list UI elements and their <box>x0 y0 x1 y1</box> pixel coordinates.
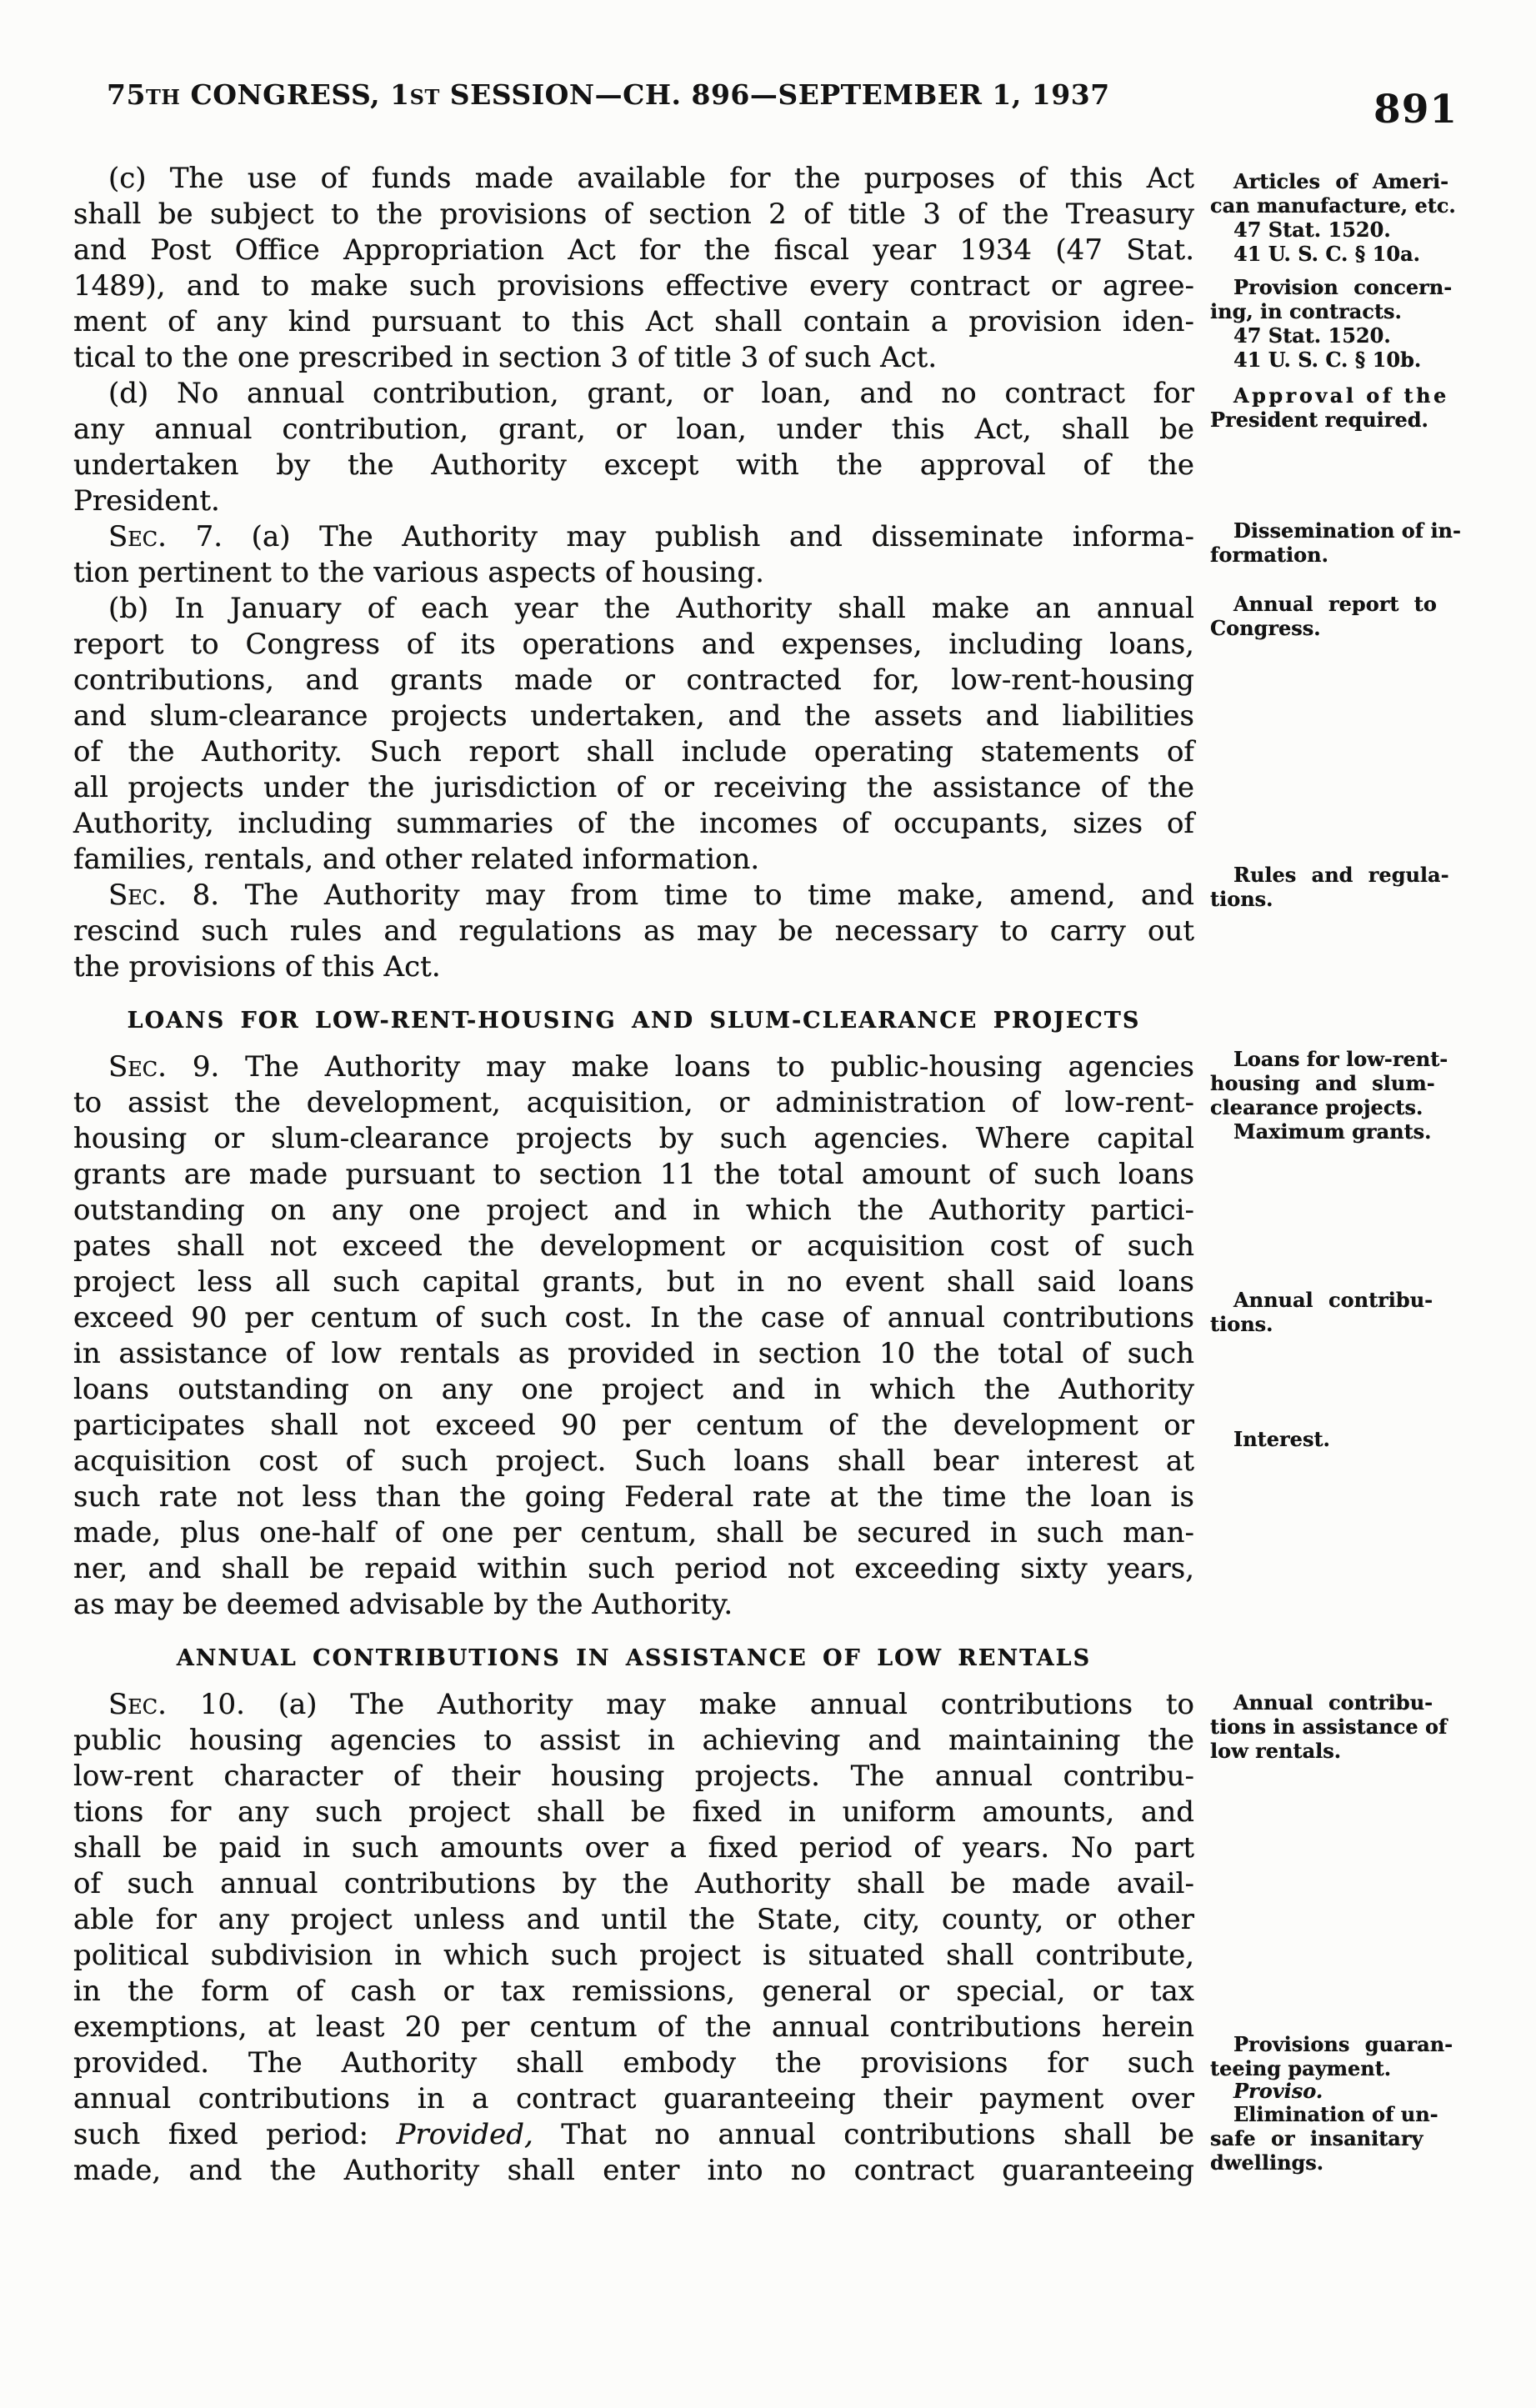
margin-note-line: Maximum grants. <box>1233 1119 1432 1144</box>
margin-note <box>1210 518 1515 567</box>
margin-note-line: tions. <box>1210 1312 1273 1336</box>
text-line <box>73 878 1194 914</box>
margin-note-line: 41 U. S. C. § 10b. <box>1233 348 1422 372</box>
text-segment: That no annual contributions shall be <box>533 2118 1194 2151</box>
text-line <box>73 1687 1194 1723</box>
margin-note-line: tions in assistance of <box>1210 1715 1448 1739</box>
margin-note-line: Congress. <box>1210 616 1321 640</box>
margin-note-line: 47 Stat. 1520. <box>1233 323 1391 348</box>
text-line <box>73 2117 1194 2153</box>
text-line: participates shall not exceed 90 per centum of the development or <box>73 1409 1194 1442</box>
text-line: provided. The Authority shall embody the provisions for such <box>73 2046 1194 2080</box>
text-line: shall be subject to the provisions of section 2 of title 3 of the Treasury <box>73 198 1194 231</box>
text-line: President. <box>73 484 220 518</box>
margin-note <box>1210 2102 1515 2175</box>
text-line: as may be deemed advisable by the Authority. <box>73 1588 733 1621</box>
page-number: 891 <box>1373 87 1458 133</box>
text-line: made, plus one-half of one per centum, shall be secured in such man- <box>73 1516 1194 1549</box>
text-segment: 10. (a) The Authority may make annual contributions to <box>166 1688 1194 1721</box>
text-line: such rate not less than the going Federal rate at the time the loan is <box>73 1480 1194 1514</box>
margin-note <box>1210 169 1515 266</box>
margin-note-line: Provisions guaran- <box>1233 2032 1453 2056</box>
text-line: contributions, and grants made or contracted for, low-rent-housing <box>73 663 1194 697</box>
text-line: any annual contribution, grant, or loan, under this Act, shall be <box>73 413 1194 446</box>
margin-note-line: 47 Stat. 1520. <box>1233 218 1391 242</box>
margin-note-line: Annual contribu- <box>1233 1690 1433 1715</box>
text-line: rescind such rules and regulations as may be necessary to carry out <box>73 914 1194 948</box>
section-label: Sec. <box>108 1688 167 1721</box>
section-label: Sec. <box>108 520 167 553</box>
text-line: able for any project unless and until the State, city, county, or other <box>73 1903 1194 1936</box>
margin-note-line: Approval of the <box>1233 383 1449 408</box>
text-line: of such annual contributions by the Authority shall be made avail- <box>73 1867 1194 1900</box>
text-line: Authority, including summaries of the incomes of occupants, sizes of <box>73 807 1194 840</box>
margin-note-line: can manufacture, etc. <box>1210 193 1456 218</box>
text-line: ner, and shall be repaid within such period not exceeding sixty years, <box>73 1552 1194 1585</box>
text-line: project less all such capital grants, but in no event shall said loans <box>73 1265 1194 1299</box>
margin-note <box>1210 2032 1515 2080</box>
section-heading: ANNUAL CONTRIBUTIONS IN ASSISTANCE OF LOW RENTALS <box>176 1645 1092 1671</box>
text-line: public housing agencies to assist in achieving and maintaining the <box>73 1724 1194 1757</box>
header-text-segment: CONGRESS, 1 <box>180 78 410 111</box>
text-line: tical to the one prescribed in section 3 of title 3 of such Act. <box>73 341 938 374</box>
text-line: report to Congress of its operations and expenses, including loans, <box>73 628 1194 661</box>
margin-note-line: clearance projects. <box>1210 1095 1423 1119</box>
text-line: to assist the development, acquisition, or administration of low-rent- <box>73 1086 1194 1119</box>
text-line: housing or slum-clearance projects by such agencies. Where capital <box>73 1122 1194 1155</box>
text-line: loans outstanding on any one project and in which the Authority <box>73 1373 1194 1406</box>
section-label: Sec. <box>108 879 167 912</box>
margin-note-line: Provision concern- <box>1233 275 1453 299</box>
margin-note-line: Proviso. <box>1233 2079 1323 2103</box>
text-line: in assistance of low rentals as provided in section 10 the total of such <box>73 1337 1194 1370</box>
margin-note-line: formation. <box>1210 543 1328 567</box>
text-line: acquisition cost of such project. Such loans shall bear interest at <box>73 1444 1194 1478</box>
text-line <box>73 519 1194 555</box>
body-column <box>73 161 1194 2189</box>
text-line <box>73 1049 1194 1085</box>
margin-note <box>1210 863 1515 911</box>
margin-note-line: ing, in contracts. <box>1210 299 1402 323</box>
section-label: Sec. <box>108 1050 167 1084</box>
text-line: outstanding on any one project and in which the Authority partici- <box>73 1194 1194 1227</box>
margin-note-line: Elimination of un- <box>1233 2102 1438 2126</box>
text-line: tion pertinent to the various aspects of housing. <box>73 556 764 589</box>
header-text-segment: SESSION—CH. 896—SEPTEMBER 1, 1937 <box>439 78 1110 111</box>
text-line: grants are made pursuant to section 11 the total amount of such loans <box>73 1158 1194 1191</box>
text-line: made, and the Authority shall enter into no contract guaranteeing <box>73 2154 1194 2187</box>
text-segment: 8. The Authority may from time to time make, amend, and <box>166 879 1194 912</box>
text-line: political subdivision in which such project is situated shall contribute, <box>73 1939 1194 1972</box>
margin-note-line: tions. <box>1210 887 1273 911</box>
text-line: all projects under the jurisdiction of or receiving the assistance of the <box>73 771 1194 804</box>
margin-note <box>1210 1047 1515 1144</box>
text-line: ment of any kind pursuant to this Act shall contain a provision iden- <box>73 305 1194 338</box>
text-line: shall be paid in such amounts over a fixed period of years. No part <box>73 1831 1194 1865</box>
running-header <box>107 78 1110 111</box>
margin-note <box>1210 383 1515 432</box>
margin-note-line: Dissemination of in- <box>1233 518 1461 543</box>
italic-text-segment: Provided, <box>396 2118 533 2151</box>
text-line: pates shall not exceed the development or acquisition cost of such <box>73 1229 1194 1263</box>
margin-note <box>1210 1288 1515 1336</box>
margin-note-line: Loans for low-rent- <box>1233 1047 1448 1071</box>
margin-note <box>1210 2079 1515 2103</box>
margin-note-line: Interest. <box>1233 1427 1330 1451</box>
text-line: of the Authority. Such report shall include operating statements of <box>73 735 1194 768</box>
text-line: 1489), and to make such provisions effective every contract or agree- <box>73 269 1194 303</box>
text-line: and Post Office Appropriation Act for the fiscal year 1934 (47 Stat. <box>73 233 1194 267</box>
header-text-segment: TH <box>145 85 181 109</box>
margin-note <box>1210 1690 1515 1763</box>
text-line: annual contributions in a contract guaranteeing their payment over <box>73 2082 1194 2115</box>
margin-note-line: Rules and regula- <box>1233 863 1449 887</box>
text-line: and slum-clearance projects undertaken, and the assets and liabilities <box>73 699 1194 733</box>
margin-note-line: 41 U. S. C. § 10a. <box>1233 242 1420 266</box>
text-line: the provisions of this Act. <box>73 950 441 984</box>
margin-note-line: President required. <box>1210 408 1428 432</box>
text-segment: 9. The Authority may make loans to public-housing agencies <box>166 1050 1194 1084</box>
margin-note <box>1210 275 1515 372</box>
margin-note-line: Annual contribu- <box>1233 1288 1433 1312</box>
text-segment: 7. (a) The Authority may publish and disseminate informa- <box>166 520 1194 553</box>
margin-note-line: Annual report to <box>1233 592 1437 616</box>
text-line: low-rent character of their housing projects. The annual contribu- <box>73 1760 1194 1793</box>
text-line: (c) The use of funds made available for the purposes of this Act <box>108 162 1194 195</box>
text-line: families, rentals, and other related information. <box>73 843 760 876</box>
text-segment: such fixed period: <box>73 2118 397 2151</box>
header-text-segment: ST <box>409 85 440 109</box>
margin-note-line: dwellings. <box>1210 2150 1324 2175</box>
text-line: (b) In January of each year the Authority shall make an annual <box>108 592 1194 625</box>
text-line: exceed 90 per centum of such cost. In the case of annual contributions <box>73 1301 1194 1334</box>
margin-note-line: low rentals. <box>1210 1739 1342 1763</box>
margin-note-line: Articles of Ameri- <box>1233 169 1449 193</box>
header-text-segment: 75 <box>107 78 146 111</box>
margin-note-line: teeing payment. <box>1210 2056 1392 2080</box>
section-heading: LOANS FOR LOW-RENT-HOUSING AND SLUM-CLEARANCE PROJECTS <box>127 1008 1141 1034</box>
margin-note <box>1210 592 1515 640</box>
text-line: undertaken by the Authority except with the approval of the <box>73 448 1194 482</box>
margin-note <box>1210 1427 1515 1451</box>
text-line: (d) No annual contribution, grant, or loan, and no contract for <box>108 377 1194 410</box>
text-line: in the form of cash or tax remissions, general or special, or tax <box>73 1975 1194 2008</box>
margin-note-line: housing and slum- <box>1210 1071 1435 1095</box>
margin-note-line: safe or insanitary <box>1210 2126 1423 2150</box>
text-line: exemptions, at least 20 per centum of the annual contributions herein <box>73 2010 1194 2044</box>
text-line: tions for any such project shall be fixed in uniform amounts, and <box>73 1795 1194 1829</box>
